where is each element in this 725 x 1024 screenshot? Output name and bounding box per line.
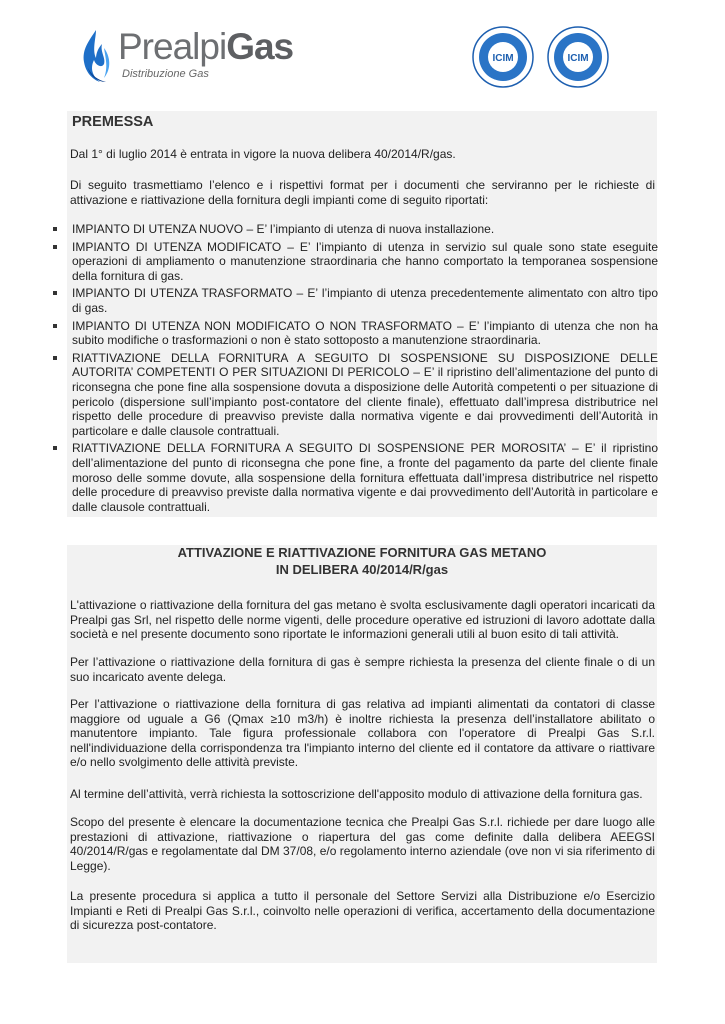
logo-subtitle: Distribuzione Gas [122,68,209,80]
prealpi-gas-logo [78,28,338,84]
premessa-intro-2: Di seguito trasmettiamo l’elenco e i rispettivi format per i documenti che serviranno per le richieste di attivazione e riattivazione della fornitura degli impianti come di seguito riportati: [70,178,655,207]
premessa-intro-1: Dal 1° di luglio 2014 è entrata in vigore la nuova delibera 40/2014/R/gas. [70,147,456,161]
bullet-square-icon [53,227,57,231]
flame-icon [78,28,114,84]
attivazione-paragraph-2: Per l’attivazione o riattivazione della fornitura di gas è sempre richiesta la presenza del cliente finale o di un suo incaricato avente delega. [70,655,655,684]
attivazione-title-line-1: ATTIVAZIONE E RIATTIVAZIONE FORNITURA GAS METANO [177,545,547,560]
list-item-text: IMPIANTO DI UTENZA MODIFICATO – E’ l’impianto di utenza in servizio sul quale sono state eseguite operazioni di ampliamento o manutenzione straordinaria che hanno comportato la temporanea sospensione della fornitura di gas. [72,239,658,283]
list-item [50,351,658,439]
bullet-square-icon [53,291,57,295]
attivazione-paragraph-1: L'attivazione o riattivazione della fornitura del gas metano è svolta esclusivamente dagli operatori incaricati da Prealpi gas Srl, nel rispetto delle norme vigenti, delle procedure operative ed istruzioni di lavoro adottate dalla società e nel presente documento sono riportate le informazioni generali utili al buon esito di tali attività. [70,598,655,642]
list-item [50,286,658,315]
impianto-types-list [50,222,658,517]
list-item [50,240,658,284]
logo-wordmark: PrealpiGas [118,26,294,67]
list-item-text: RIATTIVAZIONE DELLA FORNITURA A SEGUITO DI SOSPENSIONE SU DISPOSIZIONE DELLE AUTORITA’ COMPETENTI O PER SITUAZIONI DI PERICOLO – E’ il ripristino dell’alimentazione del punto di riconsegna che pone fine alla sospensione dovuta a disposizione delle Autorità competenti o per situazione di pericolo (dispersione sull’impianto post-contatore del cliente finale), effettuato dall’impresa distributrice nel rispetto delle procedure di preavviso previste dalla normativa vigente e dai provvedimenti dell’Autorità in particolare e dalle clausole contrattuali. [72,350,658,438]
list-item [50,319,658,348]
list-item-text: RIATTIVAZIONE DELLA FORNITURA A SEGUITO DI SOSPENSIONE PER MOROSITA’ – E’ il ripristino dell’alimentazione del punto di riconsegna che pone fine, a fronte del pagamento da parte del cliente finale moroso delle somme dovute, alla sospensione della fornitura effettuata dall’impresa distributrice nel rispetto delle procedure di preavviso previste dalla normativa vigente e dai provvedimento dell’Autorità in particolare e dalle clausole contrattuali. [72,441,658,514]
list-item [50,441,658,514]
svg-text:ICIM: ICIM [567,53,589,64]
page-header [0,0,725,100]
list-item-text: IMPIANTO DI UTENZA NUOVO – E’ l’impianto di utenza di nuova installazione. [72,222,495,236]
list-item-text: IMPIANTO DI UTENZA TRASFORMATO – E’ l’impianto di utenza precedentemente alimentato con altro tipo di gas. [72,286,658,315]
attivazione-paragraph-5: Scopo del presente è elencare la documentazione tecnica che Prealpi Gas S.r.l. richiede per dare luogo alle prestazioni di attivazione, riattivazione o riapertura del gas come definite dalla delibera AEEGSI 40/2014/R/gas e regolamentate dal DM 37/08, e/o regolamento interno aziendale (ove non vi sia riferimento di Legge). [70,815,655,873]
icim-certification-logo [472,26,534,88]
bullet-square-icon [53,324,57,328]
attivazione-paragraph-6: La presente procedura si applica a tutto il personale del Settore Servizi alla Distribuzione e/o Esercizio Impianti e Reti di Prealpi Gas S.r.l., coinvolto nelle operazioni di verifica, accertamento della documentazione di sicurezza post-contatore. [70,889,655,933]
list-item [50,222,658,237]
svg-text:ICIM: ICIM [492,53,514,64]
attivazione-paragraph-3: Per l’attivazione o riattivazione della fornitura di gas relativa ad impianti alimentati da contatori di classe maggiore od uguale a G6 (Qmax ≥10 m3/h) è inoltre richiesta la presenza dell’installatore abilitato o manutentore impianto. Tale figura professionale collabora con l'operatore di Prealpi Gas S.r.l. nell'individuazione della corrispondenza tra l'impianto interno del cliente ed il contatore da attivare o riattivare e/o nello svolgimento delle attività previste. [70,697,655,770]
list-item-text: IMPIANTO DI UTENZA NON MODIFICATO O NON TRASFORMATO – E’ l’impianto di utenza che non ha subito modifiche o trasformazioni o non è stato sottoposto a manutenzione straordinaria. [72,318,658,348]
bullet-square-icon [53,446,57,450]
bullet-square-icon [53,245,57,249]
bullet-square-icon [53,356,57,360]
premessa-title: PREMESSA [72,114,154,130]
icim-certification-logo [547,26,609,88]
attivazione-paragraph-4: Al termine dell’attività, verrà richiesta la sottoscrizione dell'apposito modulo di attivazione della fornitura gas. [70,787,643,801]
attivazione-title-line-2: IN DELIBERA 40/2014/R/gas [275,562,449,577]
